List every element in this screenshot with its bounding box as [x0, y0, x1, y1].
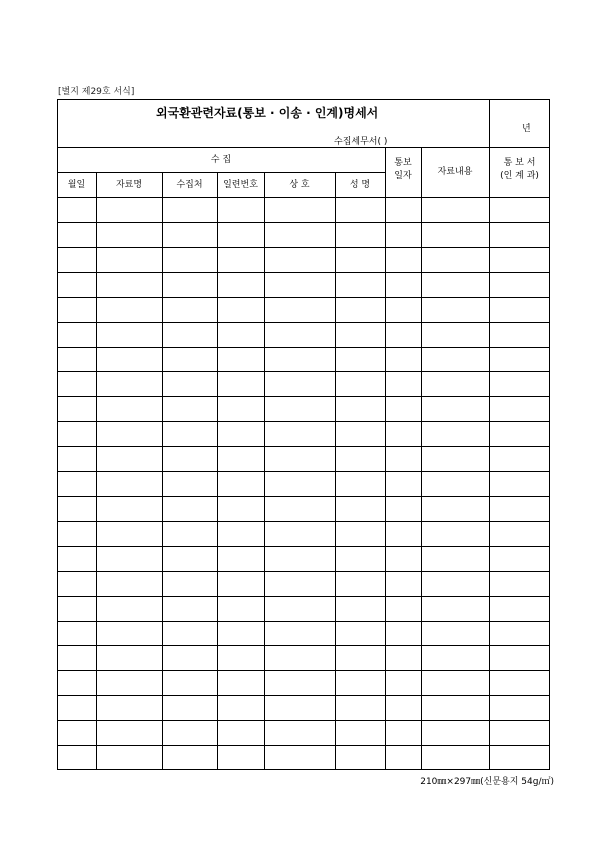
header-notice-date [385, 157, 421, 183]
header-notice-doc [489, 157, 550, 183]
year-field[interactable]: 년 [522, 124, 531, 134]
header-notice-date-line1: 통보 [394, 158, 412, 168]
table-row-divider [57, 596, 550, 597]
col-divider [385, 147, 386, 770]
table-row-divider [57, 521, 550, 522]
paper-spec-footer: 210㎜×297㎜(신문용지 54g/㎡) [420, 777, 554, 787]
header-person-name: 성 명 [349, 180, 371, 190]
table-row-divider [57, 745, 550, 746]
table-row-divider [57, 371, 550, 372]
header-trade-name: 상 호 [289, 180, 310, 190]
table-row-divider [57, 322, 550, 323]
table-row-divider [57, 546, 550, 547]
col-divider [421, 147, 422, 770]
table-row-divider [57, 670, 550, 671]
table-row-divider [57, 421, 550, 422]
table-row-divider [57, 571, 550, 572]
header-notice-doc-line1: 통 보 서 [503, 158, 536, 168]
table-row-divider [57, 347, 550, 348]
page-title: 외국환관련자료(통보 · 이송 · 인계)명세서 [156, 106, 379, 120]
header-collection-group: 수 집 [210, 155, 232, 165]
table-row-divider [57, 496, 550, 497]
table-row-divider [57, 471, 550, 472]
header-notice-date-line2: 일자 [394, 171, 412, 181]
tax-office-field[interactable]: 수집세무서( ) [334, 137, 388, 147]
table-row-divider [57, 272, 550, 273]
table-row-divider [57, 621, 550, 622]
table-row-divider [57, 720, 550, 721]
header-divider [57, 197, 550, 198]
table-row-divider [57, 247, 550, 248]
table-row-divider [57, 446, 550, 447]
col-divider [489, 147, 490, 770]
table-row-divider [57, 695, 550, 696]
header-data-content: 자료내용 [437, 167, 473, 177]
header-collector: 수집처 [176, 180, 203, 190]
table-row-divider [57, 645, 550, 646]
header-notice-doc-line2: (인 계 과) [500, 171, 539, 181]
table-row-divider [57, 396, 550, 397]
header-data-name: 자료명 [115, 180, 143, 190]
table-row-divider [57, 297, 550, 298]
year-column-divider [489, 99, 490, 147]
header-month-day: 월일 [67, 180, 86, 190]
title-divider [57, 147, 550, 148]
header-serial-no: 일련번호 [223, 180, 258, 190]
form-label: [별지 제29호 서식] [58, 87, 135, 97]
table-row-divider [57, 222, 550, 223]
